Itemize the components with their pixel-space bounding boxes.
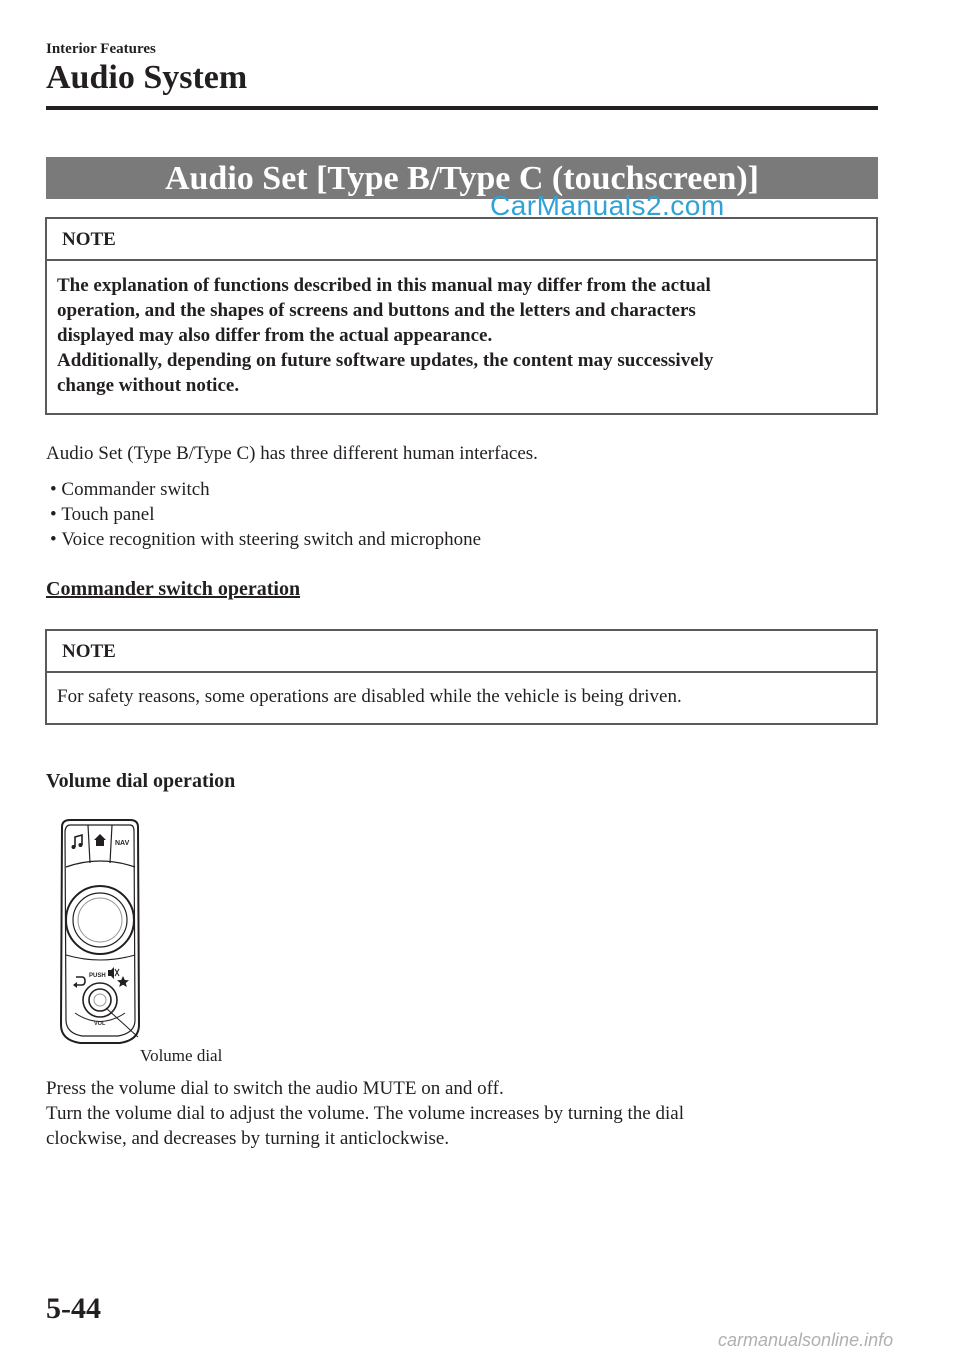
note-heading: NOTE [47,219,876,261]
page-title: Audio System [46,59,248,96]
volume-dial-callout: Volume dial [140,1046,223,1065]
section-label: Interior Features [46,41,156,57]
note-line: displayed may also differ from the actual appearance. [57,325,493,346]
note-line: The explanation of functions described in this manual may differ from the actual [57,275,711,296]
note-line: change without notice. [57,375,240,396]
list-item: • Commander switch [50,477,481,502]
section-heading: Commander switch operation [46,578,301,600]
watermark-logo: CarManuals2.com [490,190,725,221]
note-heading: NOTE [47,631,876,673]
intro-text: Audio Set (Type B/Type C) has three different human interfaces. [46,443,538,464]
commander-switch-illustration [40,815,240,1070]
list-item: • Voice recognition with steering switch and microphone [50,527,481,552]
page-number: 5-44 [46,1292,101,1325]
footer-watermark: carmanualsonline.info [718,1330,894,1350]
push-label: PUSH [89,973,106,979]
note-line: Additionally, depending on future software updates, the content may successively [57,350,714,371]
body-paragraph [46,1076,866,1151]
vol-label: VOL [94,1021,106,1027]
nav-button-label: NAV [115,840,130,847]
note-body: For safety reasons, some operations are disabled while the vehicle is being driven. [57,686,682,707]
paragraph-line: Turn the volume dial to adjust the volume. The volume increases by turning the dial [46,1103,684,1124]
note-box-safety [45,629,878,725]
interface-list [50,477,481,552]
list-item: • Touch panel [50,502,481,527]
subsection-heading: Volume dial operation [46,770,236,792]
note-box-disclaimer [45,217,878,415]
note-body [47,261,876,398]
paragraph-line: clockwise, and decreases by turning it anticlockwise. [46,1128,450,1149]
header-rule [46,106,878,110]
section-banner: Audio Set [Type B/Type C (touchscreen)] [46,157,878,199]
note-line: operation, and the shapes of screens and buttons and the letters and characters [57,300,696,321]
paragraph-line: Press the volume dial to switch the audio MUTE on and off. [46,1078,504,1099]
